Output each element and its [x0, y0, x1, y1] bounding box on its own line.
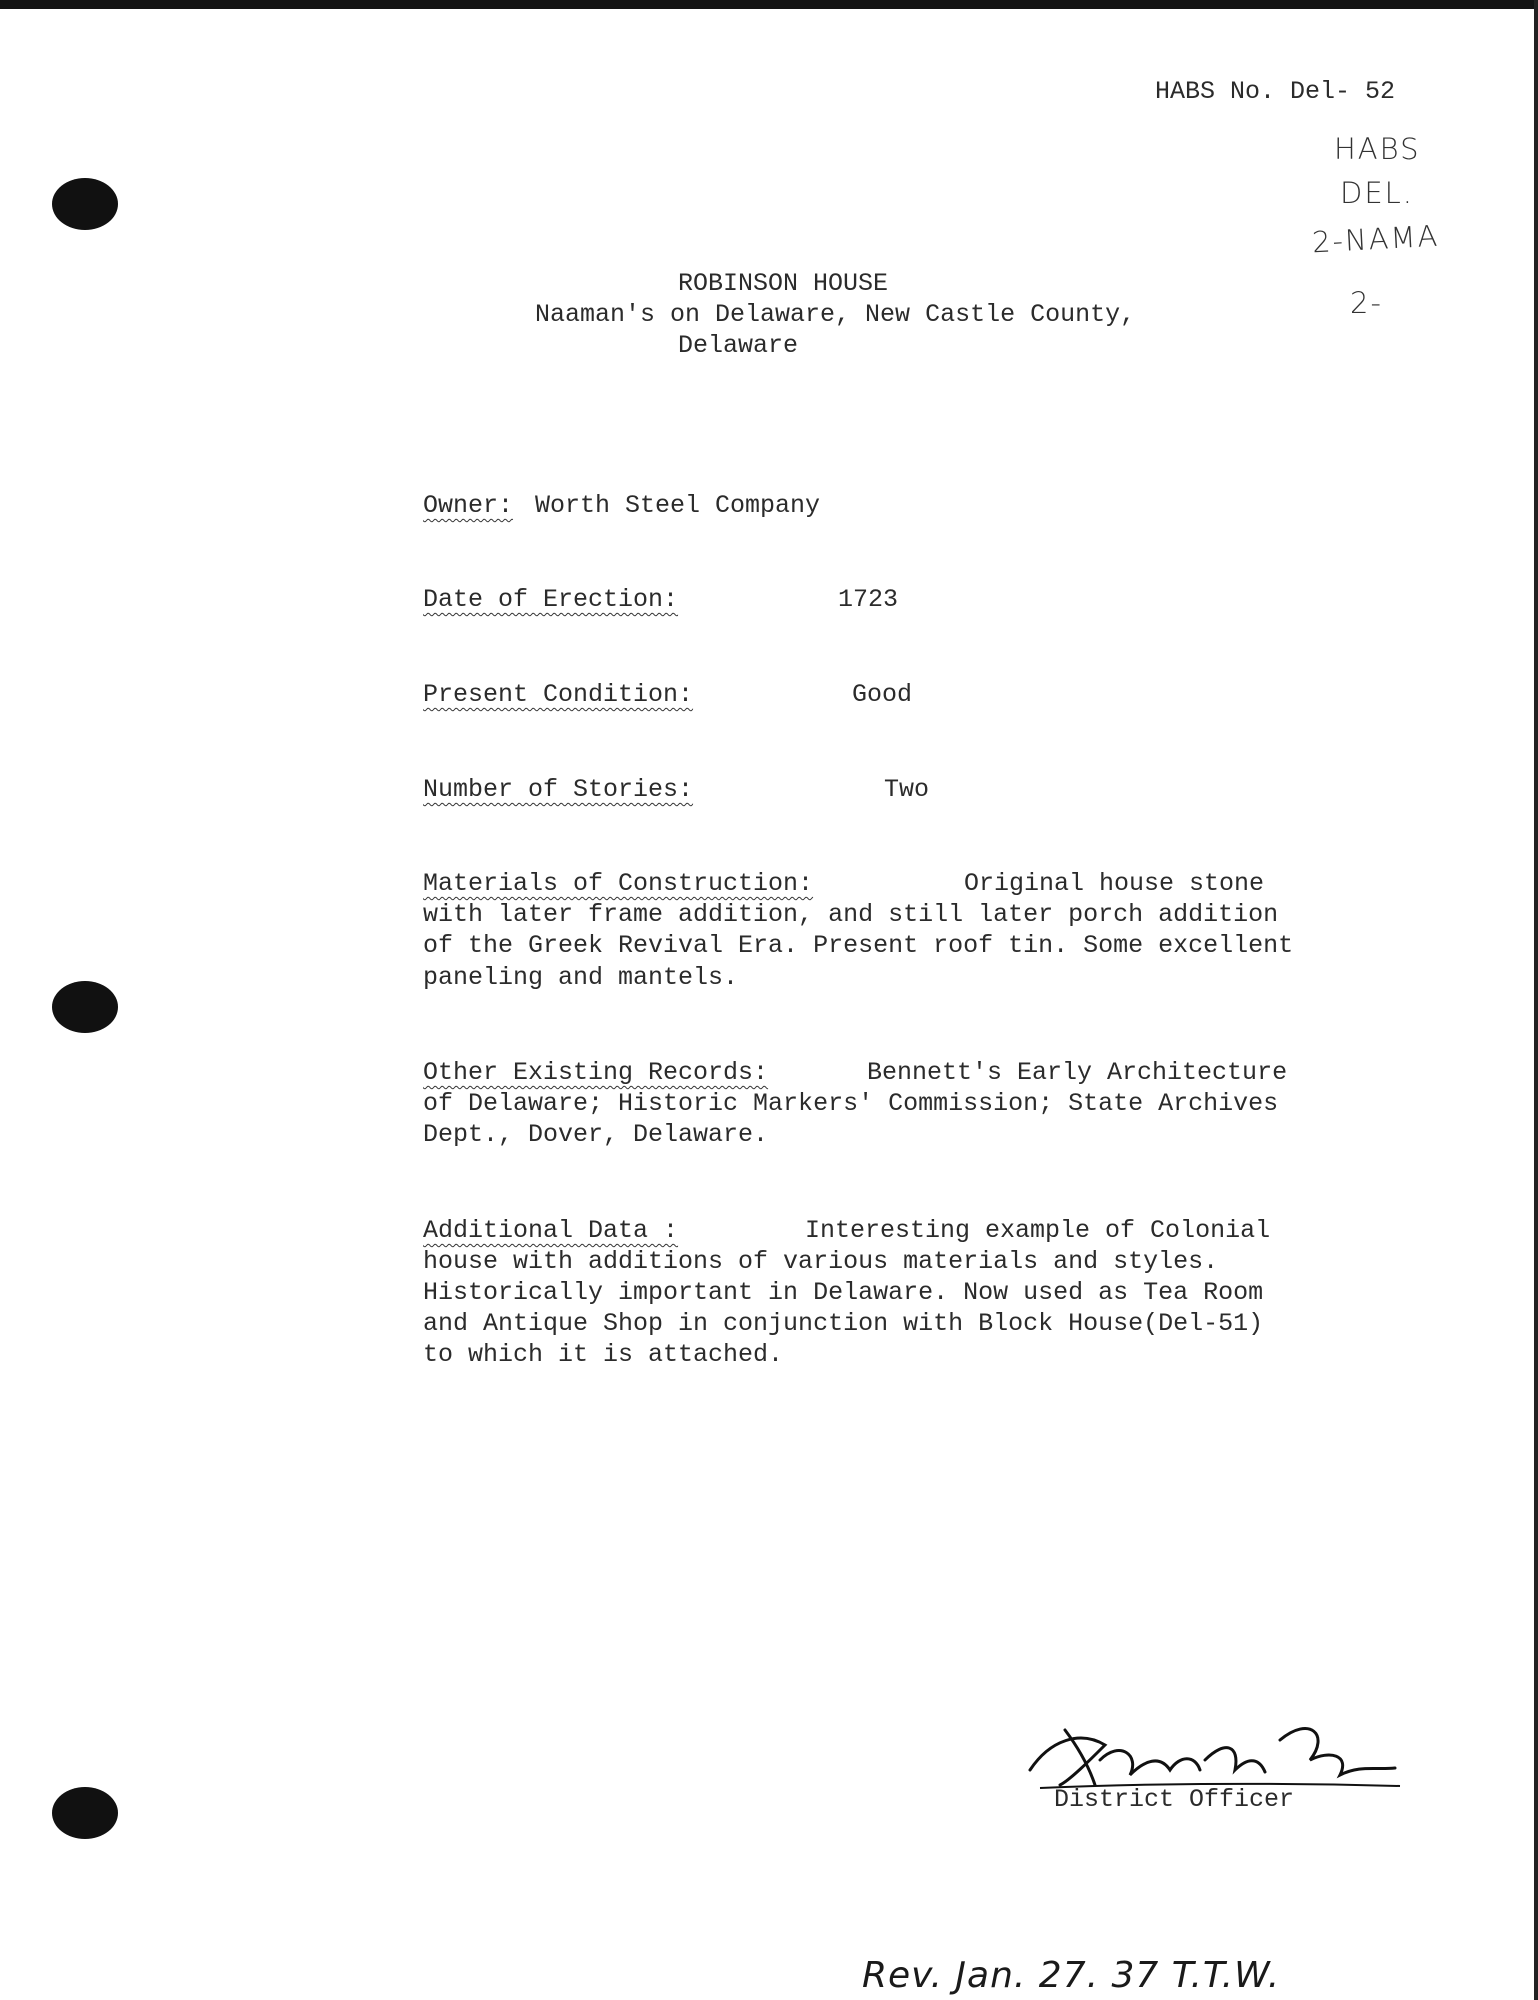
handwritten-code-line-3: 2-NAMA: [1311, 218, 1441, 260]
location-line-2: Delaware: [678, 331, 799, 360]
materials-line-2: with later frame addition, and still later porch addition: [423, 900, 1279, 929]
materials-label: Materials of Construction:: [423, 869, 814, 898]
materials-line-3: of the Greek Revival Era. Present roof tin. Some excellent: [423, 931, 1294, 960]
revision-note: Rev. Jan. 27. 37 T.T.W.: [862, 1955, 1281, 1996]
records-line-2: of Delaware; Historic Markers' Commission; State Archives: [423, 1089, 1279, 1118]
erection-label: Date of Erection:: [423, 585, 679, 614]
records-label: Other Existing Records:: [423, 1058, 769, 1087]
additional-line-3: Historically important in Delaware. Now used as Tea Room: [423, 1278, 1264, 1307]
additional-label: Additional Data :: [423, 1216, 679, 1245]
habs-number: HABS No. Del- 52: [1155, 77, 1396, 106]
document-title: ROBINSON HOUSE: [678, 269, 889, 298]
binder-hole-top: [52, 178, 118, 230]
materials-line-1: Original house stone: [964, 869, 1265, 898]
additional-line-1: Interesting example of Colonial: [805, 1216, 1271, 1245]
condition-label: Present Condition:: [423, 680, 694, 709]
scan-top-edge: [0, 0, 1538, 9]
additional-line-4: and Antique Shop in conjunction with Block House(Del-51): [423, 1309, 1264, 1338]
erection-value: 1723: [838, 585, 899, 614]
additional-line-5: to which it is attached.: [423, 1340, 784, 1369]
stories-value: Two: [884, 775, 930, 804]
owner-value: Worth Steel Company: [535, 491, 821, 520]
location-line-1: Naaman's on Delaware, New Castle County,: [535, 300, 1136, 329]
records-line-3: Dept., Dover, Delaware.: [423, 1120, 769, 1149]
additional-line-2: house with additions of various materials and styles.: [423, 1247, 1219, 1276]
materials-line-4: paneling and mantels.: [423, 963, 739, 992]
binder-hole-middle: [52, 981, 118, 1033]
owner-label: Owner:: [423, 491, 514, 520]
handwritten-code-line-1: HABS: [1334, 132, 1421, 166]
handwritten-code-line-2: DEL.: [1340, 176, 1415, 210]
records-line-1: Bennett's Early Architecture: [867, 1058, 1288, 1087]
stories-label: Number of Stories:: [423, 775, 694, 804]
district-officer-label: District Officer: [1054, 1785, 1295, 1814]
scan-right-edge: [1534, 0, 1538, 2000]
binder-hole-bottom: [52, 1787, 118, 1839]
handwritten-code-line-4: 2-: [1350, 286, 1383, 320]
condition-value: Good: [852, 680, 913, 709]
